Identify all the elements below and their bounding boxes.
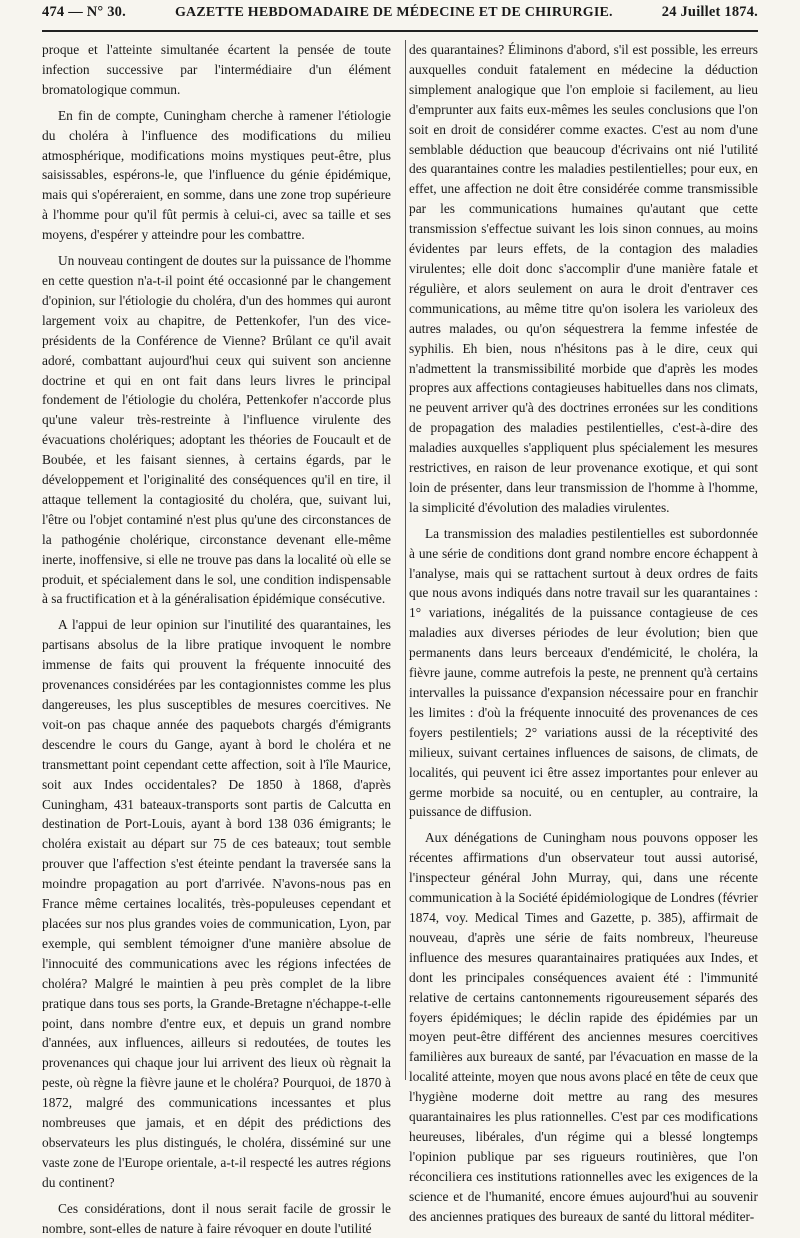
right-column	[409, 40, 758, 1224]
paragraph: En fin de compte, Cuningham cherche à ramener l'étiologie du choléra à l'influence des modifications du milieu atmosphérique, modifications moins mystiques peut-être, plus saisissables, espérons-le, que l'influence du génie épidémique, mais qui s'opéreraient, en somme, dans une zone trop supérieure à l'homme pour qu'il fût permis à celui-ci, avec sa taille et ses moyens, d'espérer y atteindre pour les combattre.	[42, 107, 391, 243]
paragraph: des quarantaines? Éliminons d'abord, s'il est possible, les erreurs auxquelles conduit fatalement en médecine la déduction simplement analogique que l'on emploie si facilement, au lieu d'emprunter aux faits eux-mêmes les seules conclusions que l'on soit en droit de considérer comme exactes. C'est au nom d'une semblable déduction que beaucoup d'écrivains ont nié l'utilité des quarantaines contre les maladies pestilentielles; pour eux, en effet, une affection ne doit être considérée comme transmissible par les communications humaines qu'autant que cette transmission s'effectue suivant les lois sinon connues, au moins évidentes par leurs effets, de la contagion des maladies virulentes; elle doit donc s'accomplir d'une manière fatale et régulière, et alors seulement on aura le droit d'entraver ces communications, au même titre qu'on isolera les varioleux des autres malades, ou qu'on séquestrera la femme infestée de syphilis. Eh bien, nous n'hésitons pas à le dire, ceux qui n'admettent la transmissibilité morbide que d'après les modes propres aux affections contagieuses habituelles dans nos climats, ne peuvent arriver qu'à des doctrines erronées sur les conditions de propagation des maladies pestilentielles, c'est-à-dire des maladies auxquelles s'appliquent plus spécialement les mesures restrictives, en raison de leur provenance exotique, et qui sont loin de présenter, dans leur transmission de l'homme à l'homme, la simplicité d'évolution des maladies virulentes.	[409, 42, 758, 515]
issue-number: — N° 30.	[68, 4, 126, 20]
page-number: 474	[42, 4, 65, 20]
issue-date: 24 Juillet 1874.	[661, 4, 758, 20]
column-divider	[405, 40, 406, 1080]
paragraph: A l'appui de leur opinion sur l'inutilité des quarantaines, les partisans absolus de la libre pratique invoquent le nombre immense de faits qui prouvent la fréquente innocuité des provenances considérées par les contagionnistes comme les plus dangereuses, les plus susceptibles de mesures coercitives. Ne voit-on pas chaque année des paquebots chargés d'émigrants descendre le cours du Gange, ayant à bord le choléra et ne transmettant point cependant cette affection, soit à l'île Maurice, soit aux Indes occidentales? De 1850 à 1868, d'après Cuningham, 431 bateaux-transports sont partis de Calcutta en destination de Port-Louis, ayant à bord 138 036 émigrants; le choléra existait au départ sur 75 de ces bateaux; tout semble prouver que l'affection s'est éteinte pendant la traversée sans la moindre propagation au port d'arrivée. N'avons-nous pas en France même certaines localités, très-populeuses cependant et placées sur nos plus grandes voies de communication, Lyon, par exemple, qui semblent témoigner d'une manière absolue de l'innocuité des communications avec les régions infectées de choléra? Malgré le maintien à peu près complet de la libre pratique dans tous ses ports, la Grande-Bretagne n'échappe-t-elle point, dans nombre d'entre eux, et depuis un grand nombre d'années, aux influences, ailleurs si redoutées, de toutes les provenances qui chaque jour lui arrivent des lieux où règnait la peste, où règne la fièvre jaune et le choléra? Pourquoi, de 1870 à 1872, malgré des communications incessantes et plus nombreuses que jamais, et en dépit des prédictions des observateurs les plus distingués, le choléra, disséminé sur une vaste zone de l'Europe orientale, a-t-il respecté les autres régions du continent?	[42, 617, 391, 1190]
header-rule	[42, 30, 758, 32]
paragraph: proque et l'atteinte simultanée écartent la pensée de toute infection successive par l'intermédiaire d'un élément bromatologique commun.	[42, 42, 391, 97]
left-column	[42, 40, 392, 1236]
paragraph: Un nouveau contingent de doutes sur la puissance de l'homme en cette question n'a-t-il point été occasionné par le changement d'opinion, sur l'étiologie du choléra, d'un des hommes qui auront largement voix au chapitre, de Pettenkofer, l'un des vice-présidents de la Conférence de Vienne? Brûlant ce qu'il avait adoré, combattant aujourd'hui ceux qui suivent son ancienne doctrine et qui en ont fait dans leurs livres le principal fondement de l'étiologie du choléra, Pettenkofer n'accorde plus qu'une valeur très-restreinte à l'influence virulente des évacuations cholériques; adoptant les théories de Foucault et de Boubée, et les faisant siennes, à certains égards, par le développement et l'originalité des conséquences qu'il en tire, il attaque tellement la contagiosité du choléra, que, suivant lui, l'être ou l'objet contaminé n'est plus qu'une des circonstances de la pathogénie cholérique, circonstance devenant elle-même inerte, inoffensive, si elle ne trouve pas dans la localité où elle se produit, et spécialement dans le sol, une condition indispensable à sa fructification et à la généralisation épidémique consécutive.	[42, 253, 392, 607]
journal-title: GAZETTE HEBDOMADAIRE DE MÉDECINE ET DE CHIRURGIE.	[174, 5, 613, 20]
paragraph: Aux dénégations de Cuningham nous pouvons opposer les récentes affirmations d'un observateur tout aussi autorisé, l'inspecteur général John Murray, qui, dans une récente communication à la Société épidémiologique de Londres (février 1874, voy. Medical Times and Gazette, p. 385), affirmait de nouveau, d'après une série de faits nombreux, l'heureuse influence des mesures quarantainaires pratiquées aux Indes, et dont les principales conséquences avaient été : l'immunité relative de certains cantonnements rigoureusement séparés des foyers épidémiques; le déclin rapide des épidémies par un moyen peut-être différent des anciennes mesures coercitives familières aux bureaux de santé, par l'évacuation en masse de la localité atteinte, moyen que nous avons placé en tête de ceux que l'hygiène moderne doit mettre au rang des mesures quarantainaires les plus rationnelles. C'est par ces modifications heureuses, libérales, d'un régime qui a blessé longtemps l'opinion publique par ses rigueurs routinières, que l'on réconciliera ces institutions rationnelles avec les exigences de la science et de l'humanité, encore émues aujourd'hui au souvenir des anciennes pratiques des bureaux de santé du littoral méditer-	[409, 830, 758, 1224]
page-header	[42, 4, 758, 32]
page-number-issue	[42, 4, 126, 21]
article-body	[42, 40, 758, 1236]
paragraph: Ces considérations, dont il nous serait facile de grossir le nombre, sont-elles de nature à faire révoquer en doute l'utilité	[42, 1200, 391, 1236]
paragraph: La transmission des maladies pestilentielles est subordonnée à une série de conditions dont grand nombre encore échappent à l'analyse, mais qui se rattachent surtout à deux ordres de faits que nous avons indiqués dans notre travail sur les quarantaines : 1° variations, inégalités de la puissance contagieuse de ces maladies aux diverses périodes de leur évolution; bien que permanents dans leurs berceaux d'endémicité, le choléra, la fièvre jaune, comme autrefois la peste, ne prennent qu'à certains intervalles la puissance d'expansion nécessaire pour en franchir les limites : d'où la fréquente innocuité des provenances de ces foyers pestilentiels; 2° variations aussi de la réceptivité des milieux, suivant certaines influences de saisons, de climats, de localités, qui peuvent ici être assez importantes pour enlever au germe morbide sa nocuité, ou en centupler, au contraire, la puissance de diffusion.	[409, 525, 758, 820]
